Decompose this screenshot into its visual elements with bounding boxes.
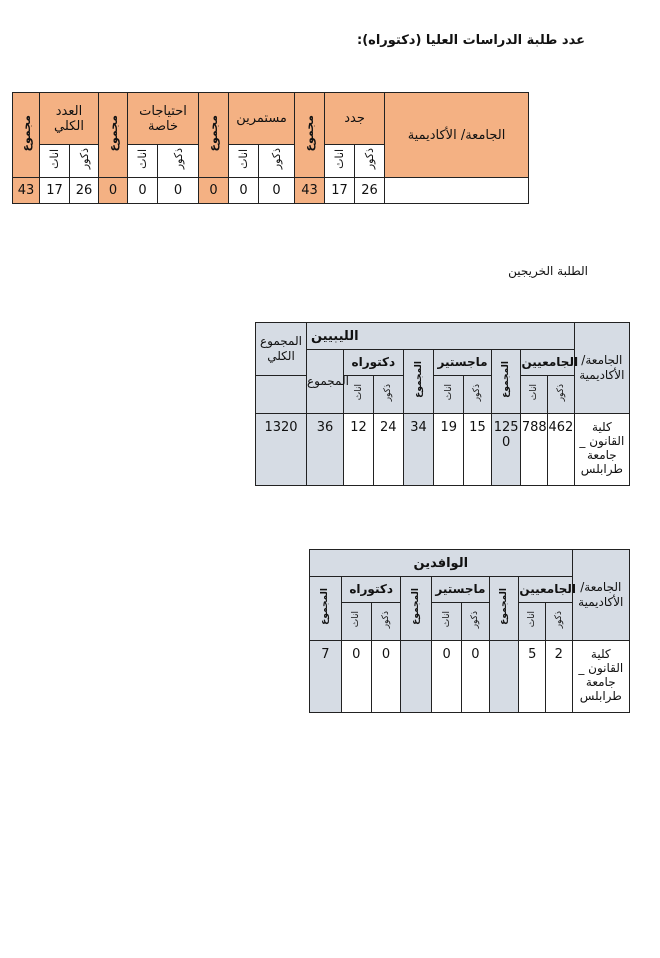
total-female-cell: 17 — [40, 178, 70, 204]
phd-header: دكتوراه — [341, 577, 401, 603]
bachelor-header: الجامعيين — [521, 350, 574, 376]
phd-sum-cell: 7 — [310, 641, 342, 713]
phd-male-header: ذكور — [373, 376, 403, 414]
bachelor-male-header: ذكور — [545, 603, 572, 641]
university-header: الجامعة/ الأكاديمية — [574, 323, 629, 414]
phd-female-cell: 0 — [341, 641, 371, 713]
new-sum-cell: 43 — [295, 178, 325, 204]
bachelor-male-header: ذكور — [548, 376, 575, 414]
master-female-cell: 0 — [432, 641, 462, 713]
phd-male-cell: 24 — [373, 414, 403, 486]
special-male-header: ذكور — [158, 145, 199, 178]
continuing-group-header: مستمرين — [229, 93, 295, 145]
total-sum-header: مجموع — [13, 93, 40, 178]
special-sum-header: مجموع — [99, 93, 128, 178]
phd-male-cell: 0 — [371, 641, 401, 713]
bachelor-sum-header: المجموع — [489, 577, 519, 641]
master-sum-cell — [401, 641, 432, 713]
special-group-header: احتياجات خاصة — [128, 93, 199, 145]
special-female-header: اناث — [128, 145, 158, 178]
total-sum-cell: 43 — [13, 178, 40, 204]
continuing-male-header: ذكور — [259, 145, 295, 178]
graduates-title: الطلبة الخريجين — [508, 264, 588, 278]
special-male-cell: 0 — [158, 178, 199, 204]
continuing-sum-header: مجموع — [199, 93, 229, 178]
bachelor-header: الجامعيين — [519, 577, 572, 603]
new-group-header: جدد — [325, 93, 385, 145]
bachelor-male-cell: 2 — [545, 641, 572, 713]
university-cell: كلية القانون _ جامعة طرابلس — [572, 641, 629, 713]
master-female-cell: 19 — [434, 414, 464, 486]
university-cell — [385, 178, 529, 204]
continuing-female-header: اناث — [229, 145, 259, 178]
libyans-header: الليبيين — [306, 323, 574, 350]
bachelor-sum-cell: 1250 — [491, 414, 521, 486]
total-group-header: العدد الكلي — [40, 93, 99, 145]
master-header: ماجستير — [432, 577, 489, 603]
phd-female-header: اناث — [341, 603, 371, 641]
foreign-graduates-table — [309, 549, 630, 713]
master-sum-cell: 34 — [403, 414, 434, 486]
total-male-cell: 26 — [70, 178, 99, 204]
phd-total-header: المجموع — [306, 350, 343, 414]
bachelor-female-cell: 5 — [519, 641, 546, 713]
phd-female-header: اناث — [344, 376, 374, 414]
phd-enrollment-table — [12, 92, 529, 204]
continuing-male-cell: 0 — [259, 178, 295, 204]
master-male-header: ذكور — [464, 376, 492, 414]
master-sum-header: المجموع — [403, 350, 434, 414]
special-sum-cell: 0 — [99, 178, 128, 204]
university-cell: كلية القانون _ جامعة طرابلس — [574, 414, 629, 486]
bachelor-sum-header: المجموع — [491, 350, 521, 414]
bachelor-female-header: اناث — [519, 603, 546, 641]
master-male-header: ذكور — [462, 603, 490, 641]
university-header: الجامعة/ الأكاديمية — [385, 93, 529, 178]
new-female-header: اناث — [325, 145, 355, 178]
phd-female-cell: 12 — [344, 414, 374, 486]
bachelor-female-cell: 788 — [521, 414, 548, 486]
new-sum-header: مجموع — [295, 93, 325, 178]
grand-total-cell: 1320 — [256, 414, 307, 486]
new-female-cell: 17 — [325, 178, 355, 204]
master-female-header: اناث — [432, 603, 462, 641]
phd-header: دكتوراه — [344, 350, 403, 376]
continuing-sum-cell: 0 — [199, 178, 229, 204]
new-male-header: ذكور — [355, 145, 385, 178]
special-female-cell: 0 — [128, 178, 158, 204]
bachelor-female-header: اناث — [521, 376, 548, 414]
master-male-cell: 0 — [462, 641, 490, 713]
grand-total-spacer — [256, 376, 307, 414]
foreigners-header: الوافدين — [310, 550, 573, 577]
total-female-header: اناث — [40, 145, 70, 178]
university-header: الجامعة/ الأكاديمية — [572, 550, 629, 641]
new-male-cell: 26 — [355, 178, 385, 204]
page-heading: عدد طلبة الدراسات العليا (دكتوراه): — [357, 33, 585, 48]
phd-sum-header: المجموع — [310, 577, 342, 641]
phd-total-cell: 36 — [306, 414, 343, 486]
total-male-header: ذكور — [70, 145, 99, 178]
bachelor-sum-cell — [489, 641, 519, 713]
grand-total-header: المجموع الكلي — [256, 323, 307, 376]
master-male-cell: 15 — [464, 414, 492, 486]
phd-male-header: ذكور — [371, 603, 401, 641]
libyan-graduates-table — [255, 322, 630, 486]
master-header: ماجستير — [434, 350, 491, 376]
master-female-header: اناث — [434, 376, 464, 414]
bachelor-male-cell: 462 — [548, 414, 575, 486]
master-sum-header: المجموع — [401, 577, 432, 641]
continuing-female-cell: 0 — [229, 178, 259, 204]
